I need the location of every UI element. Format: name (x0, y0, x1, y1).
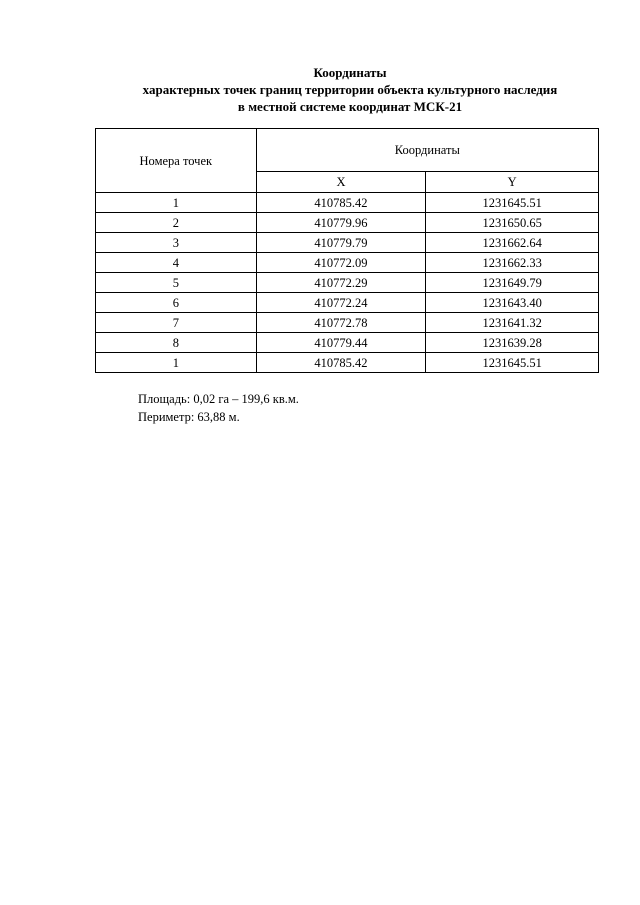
table-row (96, 233, 599, 253)
point-number: 3 (96, 233, 257, 253)
coord-x: 410772.24 (256, 293, 426, 313)
header-y: Y (426, 172, 599, 193)
coord-x: 410785.42 (256, 353, 426, 373)
point-number: 7 (96, 313, 257, 333)
coord-y: 1231641.32 (426, 313, 599, 333)
coord-y: 1231650.65 (426, 213, 599, 233)
coord-x: 410779.79 (256, 233, 426, 253)
coord-y: 1231645.51 (426, 193, 599, 213)
title-line-2: характерных точек границ территории объекта культурного наследия (142, 82, 558, 97)
area-text: Площадь: 0,02 га – 199,6 кв.м. (138, 392, 299, 406)
point-number: 2 (96, 213, 257, 233)
table-row (96, 253, 599, 273)
coord-x: 410772.29 (256, 273, 426, 293)
point-number: 1 (96, 353, 257, 373)
table-row (96, 213, 599, 233)
table-row (96, 293, 599, 313)
table-row (96, 193, 599, 213)
point-number: 4 (96, 253, 257, 273)
header-x: X (256, 172, 426, 193)
point-number: 1 (96, 193, 257, 213)
table-row (96, 353, 599, 373)
table-row (96, 333, 599, 353)
coord-y: 1231643.40 (426, 293, 599, 313)
coord-x: 410772.78 (256, 313, 426, 333)
point-number: 5 (96, 273, 257, 293)
table-header-row (96, 129, 599, 172)
coord-y: 1231662.33 (426, 253, 599, 273)
summary-notes (138, 390, 299, 426)
coord-x: 410779.44 (256, 333, 426, 353)
coord-x: 410779.96 (256, 213, 426, 233)
coordinates-table (95, 128, 599, 373)
coord-y: 1231649.79 (426, 273, 599, 293)
title-line-1: Координаты (313, 65, 387, 80)
point-number: 6 (96, 293, 257, 313)
header-coordinates: Координаты (256, 129, 598, 172)
coord-x: 410785.42 (256, 193, 426, 213)
table-row (96, 273, 599, 293)
title-line-3: в местной системе координат МСК-21 (237, 99, 463, 114)
header-point-numbers: Номера точек (96, 129, 257, 193)
document-title (60, 64, 640, 115)
coord-y: 1231645.51 (426, 353, 599, 373)
perimeter-text: Периметр: 63,88 м. (138, 410, 240, 424)
coord-y: 1231639.28 (426, 333, 599, 353)
coord-y: 1231662.64 (426, 233, 599, 253)
table-row (96, 313, 599, 333)
coord-x: 410772.09 (256, 253, 426, 273)
point-number: 8 (96, 333, 257, 353)
